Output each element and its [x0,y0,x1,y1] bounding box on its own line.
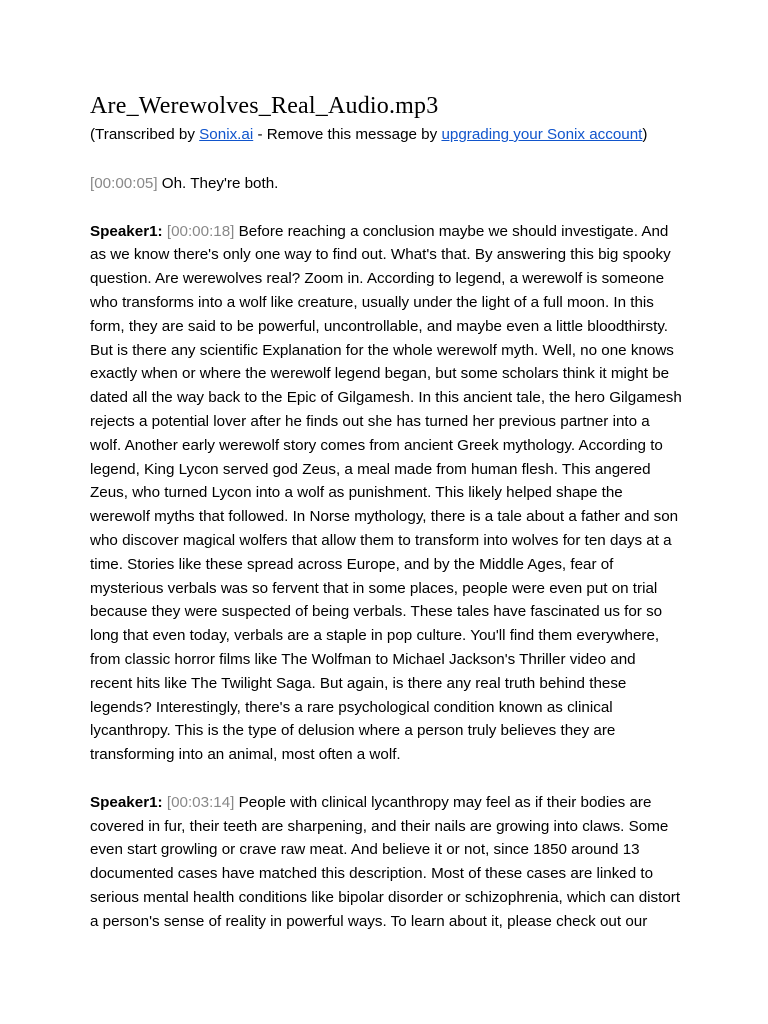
timestamp: [00:00:18] [166,222,235,240]
document-page [90,90,682,934]
paragraph-text: People with clinical lycanthropy may feel as if their bodies are covered in fur, their teeth are sharpening, and their nails are growing into claws. Some even start growling or crave raw meat. And believe it or not, since 1850 around 13 documented cases have matched this description. Most of these cases are linked to serious mental health conditions like bipolar disorder or schizophrenia, which can distort a person's sense of reality in powerful ways. To learn about it, please check out our [90,793,681,930]
byline-prefix: (Transcribed by [90,126,200,143]
sonix-link[interactable]: Sonix.ai [199,126,254,143]
paragraph-text: Oh. They're both. [161,175,279,192]
speaker-label: Speaker1: [90,222,163,240]
transcript-paragraph [90,220,682,767]
timestamp: [00:03:14] [166,793,235,811]
speaker-label: Speaker1: [90,793,163,811]
transcription-byline [90,125,682,145]
transcript-paragraph [90,791,682,934]
transcript-paragraph [90,172,682,196]
timestamp: [00:00:05] [90,175,158,192]
byline-middle: - Remove this message by [253,126,442,143]
upgrade-account-link[interactable]: upgrading your Sonix account [441,126,643,143]
byline-suffix: ) [642,126,648,143]
paragraph-text: Before reaching a conclusion maybe we should investigate. And as we know there's only one way to find out. What's that. By answering this big spooky question. Are werewolves real? Zoom in. According to legend, a werewolf is someone who transforms into a wolf like creature, usually under the light of a full moon. In this form, they are said to be powerful, uncontrollable, and maybe even a little bloodthirsty. But is there any scientific Explanation for the whole werewolf myth. Well, no one knows exactly when or where the werewolf legend began, but some scholars think it might be dated all the way back to the Epic of Gilgamesh. In this ancient tale, the hero Gilgamesh rejects a potential lover after he finds out she has turned her previous partner into a wolf. Another early werewolf story comes from ancient Greek mythology. According to legend, King Lycon served god Zeus, a meal made from human flesh. This angered Zeus, who turned Lycon into a wolf as punishment. This likely helped shape the werewolf myths that followed. In Norse mythology, there is a tale about a father and son who discover magical wolfers that allow them to transform into wolves for ten days at a time. Stories like these spread across Europe, and by the Middle Ages, fear of mysterious verbals was so fervent that in some places, people were even put on trial because they were suspected of being verbals. These tales have fascinated us for so long that even today, verbals are a staple in pop culture. You'll find them everywhere, from classic horror films like The Wolfman to Michael Jackson's Thriller video and recent hits like The Twilight Saga. But again, is there any real truth behind these legends? Interestingly, there's a rare psychological condition known as clinical lycanthropy. This is the type of delusion where a person truly believes they are transforming into an animal, most often a wolf. [90,222,682,764]
document-title: Are_Werewolves_Real_Audio.mp3 [90,93,439,119]
